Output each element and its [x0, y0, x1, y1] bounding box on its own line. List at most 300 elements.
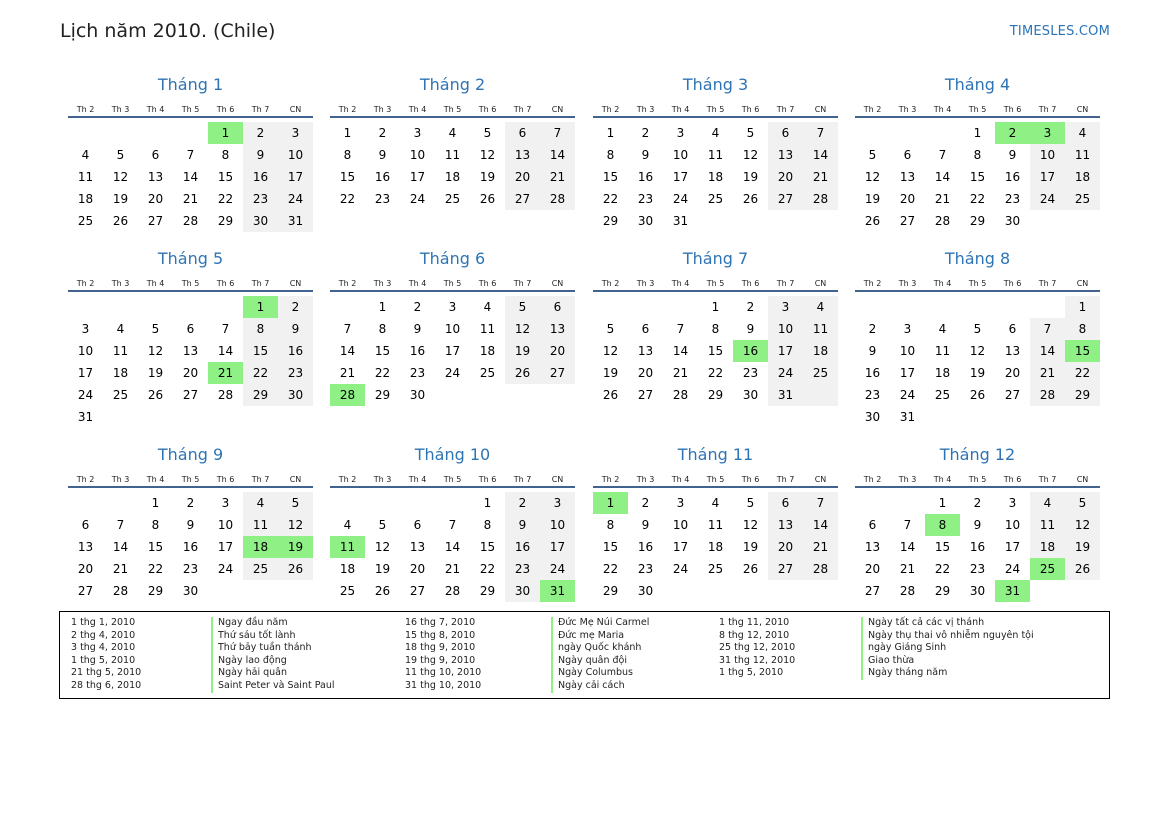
day-cell: 29 — [147, 584, 164, 598]
weekday-label: Th 7 — [1038, 105, 1057, 114]
day-cell: 13 — [409, 540, 426, 554]
week-row — [68, 384, 313, 406]
weekday-label: Th 5 — [706, 105, 725, 114]
week-row — [593, 492, 838, 514]
weekday-header — [855, 469, 1100, 488]
weekday-label: Th 3 — [111, 279, 130, 288]
week-row — [593, 362, 838, 384]
page-title: Lịch năm 2010. (Chile) — [60, 20, 276, 42]
day-cell: 4 — [1030, 492, 1065, 514]
day-cell: 1 — [973, 126, 982, 140]
day-cell: 1 — [711, 300, 720, 314]
day-cell: 28 — [899, 584, 916, 598]
day-cell: 6 — [868, 518, 877, 532]
holiday-name: Saint Peter và Saint Paul — [211, 680, 335, 693]
week-row — [855, 384, 1100, 406]
day-cell: 16 — [969, 540, 986, 554]
day-cell: 9 — [746, 322, 755, 336]
day-cell: 26 — [505, 362, 540, 384]
holiday-dates-column — [71, 617, 141, 693]
day-cell: 3 — [1030, 122, 1065, 144]
day-cell: 24 — [409, 192, 426, 206]
day-cell: 24 — [540, 558, 575, 580]
weekday-header — [68, 469, 313, 488]
day-cell: 6 — [540, 296, 575, 318]
weekday-label: Th 3 — [111, 105, 130, 114]
day-cell-empty — [1065, 580, 1100, 602]
week-row — [855, 406, 1100, 428]
month-title: Tháng 9 — [157, 445, 224, 464]
weekday-label: Th 6 — [216, 105, 235, 114]
day-cell: 8 — [483, 518, 492, 532]
day-cell-empty — [330, 492, 365, 514]
day-cell: 16 — [505, 536, 540, 558]
weekday-label: Th 7 — [251, 279, 270, 288]
weekday-label: Th 6 — [216, 279, 235, 288]
weekday-label: CN — [814, 475, 827, 484]
weekday-label: Th 7 — [776, 279, 795, 288]
weekday-header — [855, 99, 1100, 118]
day-cell-empty — [768, 580, 803, 602]
weekday-label: Th 3 — [373, 105, 392, 114]
day-cell: 31 — [77, 410, 94, 424]
weekday-label: Th 6 — [1003, 475, 1022, 484]
day-cell: 4 — [483, 300, 492, 314]
day-cell: 6 — [151, 148, 160, 162]
day-cell: 16 — [182, 540, 199, 554]
day-cell: 21 — [1030, 362, 1065, 384]
day-cell: 19 — [602, 366, 619, 380]
weekday-label: CN — [1076, 105, 1089, 114]
weekday-label: Th 4 — [408, 475, 427, 484]
month-block — [593, 443, 838, 602]
day-cell-empty — [278, 406, 313, 428]
day-cell: 30 — [409, 388, 426, 402]
day-cell: 30 — [243, 210, 278, 232]
day-cell: 5 — [746, 126, 755, 140]
day-cell: 15 — [934, 540, 951, 554]
day-cell: 15 — [602, 540, 619, 554]
day-cell: 27 — [182, 388, 199, 402]
weekday-label: Th 3 — [636, 279, 655, 288]
day-cell-empty — [803, 580, 838, 602]
day-cell: 9 — [505, 514, 540, 536]
day-cell-empty — [365, 492, 400, 514]
day-cell-empty — [995, 296, 1030, 318]
week-row — [68, 318, 313, 340]
weekday-label: Th 6 — [741, 105, 760, 114]
day-cell-empty — [698, 210, 733, 232]
day-cell: 23 — [1004, 192, 1021, 206]
month-block — [330, 443, 575, 602]
day-cell: 17 — [1030, 166, 1065, 188]
day-cell: 24 — [77, 388, 94, 402]
week-row — [68, 558, 313, 580]
day-cell-empty — [733, 580, 768, 602]
weekday-label: Th 6 — [1003, 279, 1022, 288]
day-cell: 17 — [77, 366, 94, 380]
day-cell-empty — [1030, 406, 1065, 428]
weekday-label: CN — [1076, 475, 1089, 484]
week-row — [68, 340, 313, 362]
month-title: Tháng 6 — [419, 249, 486, 268]
day-cell-empty — [470, 384, 505, 406]
day-cell-empty — [960, 296, 995, 318]
day-cell: 25 — [803, 362, 838, 384]
day-cell: 10 — [672, 518, 689, 532]
day-cell: 16 — [733, 340, 768, 362]
weekday-label: Th 7 — [513, 279, 532, 288]
weekday-label: CN — [814, 279, 827, 288]
day-cell-empty — [803, 384, 838, 406]
weekday-label: Th 5 — [706, 279, 725, 288]
weekday-header — [330, 99, 575, 118]
day-cell: 30 — [637, 214, 654, 228]
weekday-label: Th 2 — [338, 105, 357, 114]
day-cell: 3 — [903, 322, 912, 336]
weekday-label: Th 4 — [146, 105, 165, 114]
day-cell: 6 — [641, 322, 650, 336]
day-cell: 14 — [672, 344, 689, 358]
day-cell: 6 — [505, 122, 540, 144]
day-cell: 7 — [116, 518, 125, 532]
week-row — [330, 492, 575, 514]
weekday-label: Th 5 — [968, 279, 987, 288]
day-cell: 22 — [217, 192, 234, 206]
weekday-label: Th 2 — [601, 105, 620, 114]
day-cell: 3 — [221, 496, 230, 510]
day-cell: 13 — [768, 514, 803, 536]
day-cell: 23 — [409, 366, 426, 380]
day-cell: 14 — [1030, 340, 1065, 362]
day-cell: 16 — [864, 366, 881, 380]
weekday-header — [68, 273, 313, 292]
day-cell: 24 — [1030, 188, 1065, 210]
day-cell: 31 — [899, 410, 916, 424]
day-cell: 24 — [672, 562, 689, 576]
day-cell: 21 — [934, 192, 951, 206]
weekday-label: Th 4 — [671, 475, 690, 484]
day-cell: 22 — [602, 192, 619, 206]
day-cell: 22 — [147, 562, 164, 576]
day-cell: 5 — [116, 148, 125, 162]
day-cell: 13 — [77, 540, 94, 554]
day-cell: 2 — [641, 126, 650, 140]
day-cell-empty — [103, 296, 138, 318]
day-cell: 22 — [339, 192, 356, 206]
day-cell: 7 — [903, 518, 912, 532]
day-cell: 22 — [374, 366, 391, 380]
day-cell: 7 — [221, 322, 230, 336]
day-cell: 17 — [672, 170, 689, 184]
day-cell: 7 — [803, 122, 838, 144]
day-cell: 29 — [217, 214, 234, 228]
day-cell: 26 — [742, 192, 759, 206]
day-cell: 30 — [969, 584, 986, 598]
day-cell: 25 — [707, 192, 724, 206]
day-cell-empty — [890, 492, 925, 514]
day-cell: 25 — [934, 388, 951, 402]
week-row — [593, 210, 838, 232]
day-cell-empty — [330, 296, 365, 318]
holiday-date: 1 thg 1, 2010 — [71, 617, 136, 628]
day-cell-empty — [208, 580, 243, 602]
week-row — [593, 580, 838, 602]
day-cell: 8 — [343, 148, 352, 162]
day-cell-empty — [733, 210, 768, 232]
day-cell: 11 — [707, 148, 724, 162]
day-cell: 30 — [864, 410, 881, 424]
week-row — [855, 362, 1100, 384]
month-title: Tháng 1 — [157, 75, 224, 94]
day-cell: 4 — [243, 492, 278, 514]
day-cell: 22 — [934, 562, 951, 576]
day-cell: 19 — [505, 340, 540, 362]
weekday-label: Th 5 — [443, 475, 462, 484]
day-cell: 26 — [742, 562, 759, 576]
holiday-name: Ngày thụ thai vô nhiễm nguyên tội — [861, 630, 1034, 643]
day-cell: 14 — [339, 344, 356, 358]
day-cell: 11 — [243, 514, 278, 536]
day-cell: 1 — [343, 126, 352, 140]
day-cell: 1 — [208, 122, 243, 144]
day-cell: 13 — [1004, 344, 1021, 358]
weekday-label: Th 5 — [443, 279, 462, 288]
week-row — [330, 122, 575, 144]
week-row — [855, 318, 1100, 340]
week-row — [330, 318, 575, 340]
day-cell: 25 — [1030, 558, 1065, 580]
weekday-label: Th 3 — [898, 279, 917, 288]
day-cell: 19 — [1065, 536, 1100, 558]
weekday-label: Th 5 — [181, 475, 200, 484]
day-cell-empty — [698, 580, 733, 602]
day-cell: 17 — [278, 166, 313, 188]
day-cell: 21 — [208, 362, 243, 384]
day-cell: 20 — [409, 562, 426, 576]
day-cell: 16 — [1004, 170, 1021, 184]
day-cell: 26 — [479, 192, 496, 206]
holiday-date: 1 thg 11, 2010 — [719, 617, 790, 628]
weekday-label: Th 3 — [373, 279, 392, 288]
day-cell: 30 — [1004, 214, 1021, 228]
day-cell-empty — [400, 492, 435, 514]
site-link[interactable]: TIMESLES.COM — [1009, 24, 1110, 39]
day-cell: 28 — [540, 188, 575, 210]
holiday-date: 1 thg 5, 2010 — [719, 667, 784, 679]
day-cell: 8 — [606, 518, 615, 532]
weekday-label: Th 5 — [706, 475, 725, 484]
weekday-label: Th 7 — [776, 475, 795, 484]
month-block — [855, 443, 1100, 602]
day-cell-empty — [663, 296, 698, 318]
holiday-dates-column — [405, 617, 481, 693]
weekday-label: Th 4 — [933, 105, 952, 114]
weekday-label: Th 5 — [968, 105, 987, 114]
day-cell: 2 — [186, 496, 195, 510]
week-row — [593, 296, 838, 318]
day-cell: 20 — [768, 166, 803, 188]
holiday-name: ngày Quốc khánh — [551, 642, 649, 655]
day-cell: 8 — [606, 148, 615, 162]
day-cell: 7 — [1030, 318, 1065, 340]
day-cell: 23 — [969, 562, 986, 576]
day-cell: 12 — [1065, 514, 1100, 536]
day-cell: 3 — [81, 322, 90, 336]
day-cell: 27 — [505, 188, 540, 210]
holiday-name: Thứ sáu tốt lành — [211, 630, 335, 643]
day-cell: 21 — [899, 562, 916, 576]
day-cell-empty — [243, 406, 278, 428]
weekday-label: Th 3 — [636, 105, 655, 114]
month-block — [593, 73, 838, 232]
day-cell-empty — [173, 406, 208, 428]
week-row — [68, 362, 313, 384]
day-cell: 13 — [182, 344, 199, 358]
day-cell: 12 — [602, 344, 619, 358]
holiday-names-column — [861, 617, 1034, 680]
day-cell: 9 — [186, 518, 195, 532]
day-cell: 27 — [768, 188, 803, 210]
month-title: Tháng 7 — [682, 249, 749, 268]
weekday-label: Th 2 — [338, 279, 357, 288]
day-cell: 19 — [278, 536, 313, 558]
holiday-date: 31 thg 12, 2010 — [719, 654, 796, 666]
day-cell: 13 — [147, 170, 164, 184]
day-cell: 24 — [444, 366, 461, 380]
week-row — [593, 166, 838, 188]
week-row — [68, 210, 313, 232]
day-cell: 21 — [540, 166, 575, 188]
week-row — [68, 536, 313, 558]
week-row — [68, 166, 313, 188]
day-cell: 10 — [278, 144, 313, 166]
week-row — [593, 318, 838, 340]
day-cell-empty — [925, 296, 960, 318]
day-cell-empty — [855, 122, 890, 144]
day-cell-empty — [138, 122, 173, 144]
holiday-name: Giao thừa — [861, 655, 1034, 668]
day-cell-empty — [540, 384, 575, 406]
day-cell: 4 — [116, 322, 125, 336]
month-title: Tháng 3 — [682, 75, 749, 94]
holiday-name: Thứ bảy tuần thánh — [211, 642, 335, 655]
day-cell: 30 — [505, 580, 540, 602]
day-cell: 29 — [707, 388, 724, 402]
day-cell: 18 — [479, 344, 496, 358]
day-cell: 25 — [339, 584, 356, 598]
week-row — [855, 144, 1100, 166]
weekday-label: CN — [289, 105, 302, 114]
day-cell: 20 — [540, 340, 575, 362]
day-cell: 9 — [868, 344, 877, 358]
day-cell-empty — [68, 492, 103, 514]
day-cell: 11 — [803, 318, 838, 340]
week-row — [855, 340, 1100, 362]
day-cell: 6 — [186, 322, 195, 336]
weekday-label: Th 3 — [111, 475, 130, 484]
day-cell: 20 — [864, 562, 881, 576]
day-cell: 16 — [374, 170, 391, 184]
day-cell: 28 — [444, 584, 461, 598]
day-cell: 11 — [479, 322, 496, 336]
day-cell: 12 — [112, 170, 129, 184]
holiday-date: 11 thg 10, 2010 — [405, 667, 482, 679]
week-row — [68, 144, 313, 166]
day-cell: 28 — [112, 584, 129, 598]
week-row — [855, 580, 1100, 602]
day-cell-empty — [278, 580, 313, 602]
week-row — [855, 296, 1100, 318]
holiday-date: 18 thg 9, 2010 — [405, 642, 476, 654]
day-cell: 26 — [864, 214, 881, 228]
day-cell-empty — [803, 210, 838, 232]
day-cell: 7 — [676, 322, 685, 336]
day-cell: 20 — [147, 192, 164, 206]
day-cell: 15 — [707, 344, 724, 358]
day-cell: 2 — [413, 300, 422, 314]
month-title: Tháng 10 — [414, 445, 491, 464]
month-title: Tháng 8 — [944, 249, 1011, 268]
holiday-name: Ngày hải quân — [211, 667, 335, 680]
day-cell: 5 — [1065, 492, 1100, 514]
day-cell: 15 — [602, 170, 619, 184]
day-cell: 14 — [112, 540, 129, 554]
day-cell: 10 — [77, 344, 94, 358]
day-cell: 25 — [1065, 188, 1100, 210]
day-cell: 2 — [995, 122, 1030, 144]
day-cell: 29 — [934, 584, 951, 598]
day-cell: 28 — [1030, 384, 1065, 406]
month-title: Tháng 5 — [157, 249, 224, 268]
day-cell: 25 — [77, 214, 94, 228]
day-cell-empty — [103, 122, 138, 144]
week-row — [593, 122, 838, 144]
day-cell: 4 — [711, 126, 720, 140]
week-row — [593, 558, 838, 580]
day-cell-empty — [243, 580, 278, 602]
day-cell: 17 — [899, 366, 916, 380]
day-cell: 16 — [637, 540, 654, 554]
weekday-label: Th 4 — [933, 279, 952, 288]
day-cell: 22 — [707, 366, 724, 380]
week-row — [593, 340, 838, 362]
day-cell: 3 — [278, 122, 313, 144]
week-row — [855, 514, 1100, 536]
day-cell: 15 — [969, 170, 986, 184]
day-cell: 3 — [676, 126, 685, 140]
month-block — [68, 73, 313, 232]
month-block — [330, 247, 575, 406]
day-cell: 5 — [868, 148, 877, 162]
day-cell: 7 — [938, 148, 947, 162]
day-cell-empty — [435, 384, 470, 406]
day-cell: 13 — [637, 344, 654, 358]
day-cell: 5 — [378, 518, 387, 532]
weekday-label: Th 6 — [478, 105, 497, 114]
weekday-label: Th 6 — [478, 279, 497, 288]
week-row — [68, 406, 313, 428]
weekday-label: Th 2 — [863, 279, 882, 288]
day-cell: 29 — [602, 584, 619, 598]
day-cell: 18 — [934, 366, 951, 380]
weekday-label: Th 4 — [408, 279, 427, 288]
month-block — [855, 73, 1100, 232]
month-title: Tháng 11 — [677, 445, 754, 464]
day-cell-empty — [68, 122, 103, 144]
day-cell: 8 — [1065, 318, 1100, 340]
day-cell-empty — [995, 406, 1030, 428]
